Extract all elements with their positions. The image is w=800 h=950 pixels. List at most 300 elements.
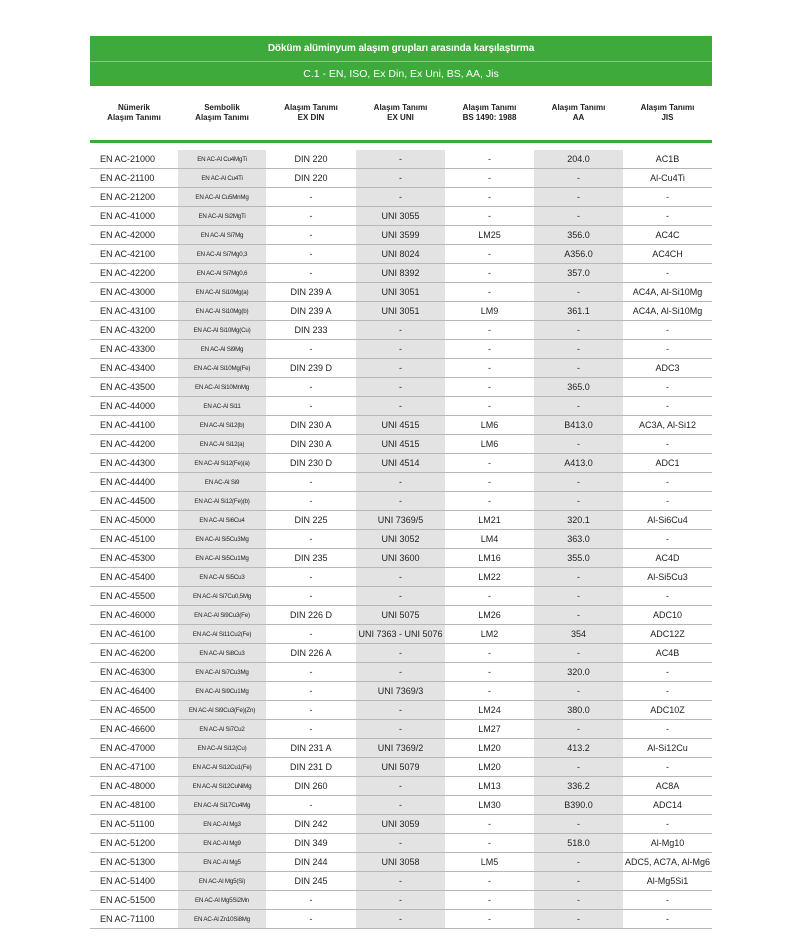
ex-uni-cell: - bbox=[356, 910, 445, 929]
jis-cell: - bbox=[623, 340, 712, 359]
aa-cell: B413.0 bbox=[534, 416, 623, 435]
ex-uni-cell: - bbox=[356, 644, 445, 663]
ex-uni-cell: UNI 3052 bbox=[356, 530, 445, 549]
symbolic-cell: EN AC-Al Si7Mg bbox=[178, 226, 266, 245]
ex-din-cell: - bbox=[266, 720, 356, 739]
jis-cell: - bbox=[623, 682, 712, 701]
ex-uni-cell: - bbox=[356, 872, 445, 891]
bs-cell: LM20 bbox=[445, 739, 534, 758]
aa-cell: 357.0 bbox=[534, 264, 623, 283]
symbolic-cell: EN AC-Al Si10Mg(a) bbox=[178, 283, 266, 302]
symbolic-cell: EN AC-Al Si10Mg(Fe) bbox=[178, 359, 266, 378]
table-row bbox=[90, 264, 712, 283]
bs-cell: - bbox=[445, 283, 534, 302]
ex-din-cell: - bbox=[266, 264, 356, 283]
jis-cell: - bbox=[623, 207, 712, 226]
table-row bbox=[90, 834, 712, 853]
aa-cell: - bbox=[534, 188, 623, 207]
ex-din-cell: DIN 230 A bbox=[266, 416, 356, 435]
header-bs: Alaşım Tanımı BS 1490: 1988 bbox=[462, 103, 517, 122]
ex-din-cell: DIN 226 A bbox=[266, 644, 356, 663]
table-row bbox=[90, 815, 712, 834]
jis-cell: Al-Mg5Si1 bbox=[623, 872, 712, 891]
numeric-cell: EN AC-48100 bbox=[90, 796, 178, 815]
table-row bbox=[90, 397, 712, 416]
bs-cell: - bbox=[445, 188, 534, 207]
jis-cell: ADC14 bbox=[623, 796, 712, 815]
numeric-cell: EN AC-45400 bbox=[90, 568, 178, 587]
ex-din-cell: DIN 244 bbox=[266, 853, 356, 872]
jis-cell: - bbox=[623, 910, 712, 929]
bs-cell: - bbox=[445, 340, 534, 359]
table-subtitle: C.1 - EN, ISO, Ex Din, Ex Uni, BS, AA, Jis bbox=[90, 61, 712, 86]
ex-din-cell: DIN 239 D bbox=[266, 359, 356, 378]
table-row bbox=[90, 549, 712, 568]
table-row bbox=[90, 682, 712, 701]
jis-cell: - bbox=[623, 435, 712, 454]
table-row bbox=[90, 910, 712, 929]
numeric-cell: EN AC-44200 bbox=[90, 435, 178, 454]
ex-din-cell: - bbox=[266, 587, 356, 606]
symbolic-cell: EN AC-Al Si12(Fe)(a) bbox=[178, 454, 266, 473]
aa-cell: 518.0 bbox=[534, 834, 623, 853]
table-row bbox=[90, 169, 712, 188]
numeric-cell: EN AC-46400 bbox=[90, 682, 178, 701]
bs-cell: - bbox=[445, 207, 534, 226]
aa-cell: A356.0 bbox=[534, 245, 623, 264]
numeric-cell: EN AC-46200 bbox=[90, 644, 178, 663]
symbolic-cell: EN AC-Al Si12(Cu) bbox=[178, 739, 266, 758]
bs-cell: - bbox=[445, 815, 534, 834]
aa-cell: A413.0 bbox=[534, 454, 623, 473]
symbolic-cell: EN AC-Al Mg5 bbox=[178, 853, 266, 872]
aa-cell: 365.0 bbox=[534, 378, 623, 397]
ex-uni-cell: UNI 3058 bbox=[356, 853, 445, 872]
bs-cell: LM16 bbox=[445, 549, 534, 568]
ex-uni-cell: UNI 5079 bbox=[356, 758, 445, 777]
aa-cell: B390.0 bbox=[534, 796, 623, 815]
table-row bbox=[90, 378, 712, 397]
numeric-cell: EN AC-46300 bbox=[90, 663, 178, 682]
ex-din-cell: DIN 220 bbox=[266, 150, 356, 169]
aa-cell: - bbox=[534, 435, 623, 454]
numeric-cell: EN AC-21000 bbox=[90, 150, 178, 169]
numeric-cell: EN AC-46000 bbox=[90, 606, 178, 625]
bs-cell: - bbox=[445, 473, 534, 492]
jis-cell: - bbox=[623, 321, 712, 340]
jis-cell: ADC1 bbox=[623, 454, 712, 473]
numeric-cell: EN AC-45100 bbox=[90, 530, 178, 549]
aa-cell: - bbox=[534, 340, 623, 359]
aa-cell: - bbox=[534, 872, 623, 891]
aa-cell: - bbox=[534, 606, 623, 625]
table-row bbox=[90, 416, 712, 435]
ex-din-cell: DIN 225 bbox=[266, 511, 356, 530]
aa-cell: 336.2 bbox=[534, 777, 623, 796]
table-row bbox=[90, 473, 712, 492]
numeric-cell: EN AC-46600 bbox=[90, 720, 178, 739]
bs-cell: - bbox=[445, 454, 534, 473]
jis-cell: AC4C bbox=[623, 226, 712, 245]
jis-cell: Al-Cu4Ti bbox=[623, 169, 712, 188]
table-row bbox=[90, 302, 712, 321]
ex-uni-cell: - bbox=[356, 321, 445, 340]
symbolic-cell: EN AC-Al Si5Cu3 bbox=[178, 568, 266, 587]
bs-cell: LM26 bbox=[445, 606, 534, 625]
aa-cell: - bbox=[534, 169, 623, 188]
jis-cell: ADC10Z bbox=[623, 701, 712, 720]
symbolic-cell: EN AC-Al Si8Cu3 bbox=[178, 644, 266, 663]
numeric-cell: EN AC-44300 bbox=[90, 454, 178, 473]
jis-cell: Al-Si5Cu3 bbox=[623, 568, 712, 587]
numeric-cell: EN AC-48000 bbox=[90, 777, 178, 796]
ex-uni-cell: UNI 7369/3 bbox=[356, 682, 445, 701]
ex-uni-cell: UNI 3051 bbox=[356, 283, 445, 302]
symbolic-cell: EN AC-Al Cu4MgTi bbox=[178, 150, 266, 169]
table-row bbox=[90, 796, 712, 815]
ex-uni-cell: - bbox=[356, 397, 445, 416]
symbolic-cell: EN AC-Al Mg9 bbox=[178, 834, 266, 853]
ex-uni-cell: UNI 4514 bbox=[356, 454, 445, 473]
bs-cell: - bbox=[445, 587, 534, 606]
numeric-cell: EN AC-43300 bbox=[90, 340, 178, 359]
bs-cell: - bbox=[445, 378, 534, 397]
symbolic-cell: EN AC-Al Zn10Si8Mg bbox=[178, 910, 266, 929]
ex-din-cell: DIN 349 bbox=[266, 834, 356, 853]
jis-cell: - bbox=[623, 663, 712, 682]
jis-cell: - bbox=[623, 587, 712, 606]
symbolic-cell: EN AC-Al Si7Cu0,5Mg bbox=[178, 587, 266, 606]
symbolic-cell: EN AC-Al Mg5Si2Mn bbox=[178, 891, 266, 910]
bs-cell: LM13 bbox=[445, 777, 534, 796]
alloy-comparison-table bbox=[90, 86, 712, 929]
ex-din-cell: - bbox=[266, 682, 356, 701]
jis-cell: Al-Mg10 bbox=[623, 834, 712, 853]
ex-din-cell: - bbox=[266, 245, 356, 264]
jis-cell: AC4B bbox=[623, 644, 712, 663]
ex-uni-cell: UNI 3051 bbox=[356, 302, 445, 321]
ex-uni-cell: UNI 3055 bbox=[356, 207, 445, 226]
jis-cell: - bbox=[623, 473, 712, 492]
ex-din-cell: - bbox=[266, 568, 356, 587]
table-row bbox=[90, 435, 712, 454]
ex-uni-cell: - bbox=[356, 777, 445, 796]
aa-cell: - bbox=[534, 207, 623, 226]
bs-cell: - bbox=[445, 245, 534, 264]
bs-cell: - bbox=[445, 150, 534, 169]
symbolic-cell: EN AC-Al Si9Mg bbox=[178, 340, 266, 359]
numeric-cell: EN AC-43200 bbox=[90, 321, 178, 340]
numeric-cell: EN AC-44500 bbox=[90, 492, 178, 511]
table-row bbox=[90, 644, 712, 663]
numeric-cell: EN AC-45500 bbox=[90, 587, 178, 606]
bs-cell: LM21 bbox=[445, 511, 534, 530]
aa-cell: - bbox=[534, 587, 623, 606]
numeric-cell: EN AC-51200 bbox=[90, 834, 178, 853]
numeric-cell: EN AC-44000 bbox=[90, 397, 178, 416]
table-row bbox=[90, 568, 712, 587]
aa-cell: - bbox=[534, 720, 623, 739]
table-row bbox=[90, 492, 712, 511]
jis-cell: - bbox=[623, 397, 712, 416]
symbolic-cell: EN AC-Al Si11 bbox=[178, 397, 266, 416]
symbolic-cell: EN AC-Al Si10Mg(Cu) bbox=[178, 321, 266, 340]
ex-uni-cell: - bbox=[356, 359, 445, 378]
jis-cell: AC4CH bbox=[623, 245, 712, 264]
ex-uni-cell: - bbox=[356, 891, 445, 910]
table-row bbox=[90, 663, 712, 682]
ex-din-cell: DIN 231 D bbox=[266, 758, 356, 777]
bs-cell: - bbox=[445, 492, 534, 511]
table-row bbox=[90, 226, 712, 245]
jis-cell: AC8A bbox=[623, 777, 712, 796]
symbolic-cell: EN AC-Al Si7Mg0,6 bbox=[178, 264, 266, 283]
ex-uni-cell: - bbox=[356, 834, 445, 853]
bs-cell: - bbox=[445, 682, 534, 701]
ex-din-cell: - bbox=[266, 492, 356, 511]
ex-uni-cell: - bbox=[356, 492, 445, 511]
ex-uni-cell: UNI 7369/5 bbox=[356, 511, 445, 530]
numeric-cell: EN AC-45300 bbox=[90, 549, 178, 568]
numeric-cell: EN AC-43500 bbox=[90, 378, 178, 397]
symbolic-cell: EN AC-Al Si6Cu4 bbox=[178, 511, 266, 530]
header-jis: Alaşım Tanımı JIS bbox=[640, 103, 695, 122]
symbolic-cell: EN AC-Al Cu4Ti bbox=[178, 169, 266, 188]
bs-cell: - bbox=[445, 264, 534, 283]
table-row bbox=[90, 777, 712, 796]
bs-cell: - bbox=[445, 644, 534, 663]
ex-din-cell: DIN 220 bbox=[266, 169, 356, 188]
aa-cell: 320.1 bbox=[534, 511, 623, 530]
bs-cell: LM27 bbox=[445, 720, 534, 739]
ex-uni-cell: - bbox=[356, 188, 445, 207]
ex-din-cell: - bbox=[266, 188, 356, 207]
ex-uni-cell: - bbox=[356, 587, 445, 606]
symbolic-cell: EN AC-Al Si7Cu2 bbox=[178, 720, 266, 739]
numeric-cell: EN AC-46500 bbox=[90, 701, 178, 720]
jis-cell: - bbox=[623, 530, 712, 549]
header-numeric: Nümerik Alaşım Tanımı bbox=[107, 103, 161, 122]
bs-cell: LM9 bbox=[445, 302, 534, 321]
jis-cell: - bbox=[623, 378, 712, 397]
jis-cell: ADC3 bbox=[623, 359, 712, 378]
jis-cell: AC1B bbox=[623, 150, 712, 169]
ex-din-cell: - bbox=[266, 378, 356, 397]
ex-din-cell: DIN 230 D bbox=[266, 454, 356, 473]
table-row bbox=[90, 283, 712, 302]
symbolic-cell: EN AC-Al Si9Cu3(Fe)(Zn) bbox=[178, 701, 266, 720]
bs-cell: LM2 bbox=[445, 625, 534, 644]
aa-cell: - bbox=[534, 758, 623, 777]
numeric-cell: EN AC-46100 bbox=[90, 625, 178, 644]
bs-cell: - bbox=[445, 397, 534, 416]
symbolic-cell: EN AC-Al Cu5MnMg bbox=[178, 188, 266, 207]
table-row bbox=[90, 511, 712, 530]
bs-cell: - bbox=[445, 910, 534, 929]
ex-din-cell: - bbox=[266, 530, 356, 549]
ex-uni-cell: UNI 8392 bbox=[356, 264, 445, 283]
table-row bbox=[90, 739, 712, 758]
bs-cell: - bbox=[445, 872, 534, 891]
aa-cell: - bbox=[534, 853, 623, 872]
bs-cell: LM6 bbox=[445, 416, 534, 435]
symbolic-cell: EN AC-Al Si7Cu3Mg bbox=[178, 663, 266, 682]
ex-uni-cell: UNI 3599 bbox=[356, 226, 445, 245]
symbolic-cell: EN AC-Al Si17Cu4Mg bbox=[178, 796, 266, 815]
bs-cell: - bbox=[445, 891, 534, 910]
jis-cell: AC4A, Al-Si10Mg bbox=[623, 302, 712, 321]
aa-cell: 356.0 bbox=[534, 226, 623, 245]
bs-cell: LM22 bbox=[445, 568, 534, 587]
numeric-cell: EN AC-47000 bbox=[90, 739, 178, 758]
numeric-cell: EN AC-47100 bbox=[90, 758, 178, 777]
table-row bbox=[90, 701, 712, 720]
aa-cell: 355.0 bbox=[534, 549, 623, 568]
jis-cell: - bbox=[623, 264, 712, 283]
aa-cell: - bbox=[534, 397, 623, 416]
table-header bbox=[90, 86, 712, 140]
table-row bbox=[90, 340, 712, 359]
ex-uni-cell: - bbox=[356, 663, 445, 682]
symbolic-cell: EN AC-Al Si9 bbox=[178, 473, 266, 492]
comparison-document bbox=[90, 36, 712, 929]
bs-cell: - bbox=[445, 359, 534, 378]
ex-uni-cell: UNI 7363 - UNI 5076 bbox=[356, 625, 445, 644]
numeric-cell: EN AC-43100 bbox=[90, 302, 178, 321]
table-row bbox=[90, 188, 712, 207]
numeric-cell: EN AC-44100 bbox=[90, 416, 178, 435]
jis-cell: - bbox=[623, 720, 712, 739]
jis-cell: AC4D bbox=[623, 549, 712, 568]
numeric-cell: EN AC-42100 bbox=[90, 245, 178, 264]
ex-din-cell: - bbox=[266, 891, 356, 910]
aa-cell: - bbox=[534, 359, 623, 378]
numeric-cell: EN AC-21200 bbox=[90, 188, 178, 207]
ex-din-cell: DIN 245 bbox=[266, 872, 356, 891]
jis-cell: - bbox=[623, 188, 712, 207]
symbolic-cell: EN AC-Al Si12CuNiMg bbox=[178, 777, 266, 796]
ex-uni-cell: UNI 3600 bbox=[356, 549, 445, 568]
jis-cell: Al-Si6Cu4 bbox=[623, 511, 712, 530]
ex-din-cell: - bbox=[266, 226, 356, 245]
table-row bbox=[90, 853, 712, 872]
symbolic-cell: EN AC-Al Si9Cu3(Fe) bbox=[178, 606, 266, 625]
ex-din-cell: - bbox=[266, 663, 356, 682]
aa-cell: 363.0 bbox=[534, 530, 623, 549]
table-row bbox=[90, 872, 712, 891]
ex-uni-cell: - bbox=[356, 150, 445, 169]
bs-cell: LM24 bbox=[445, 701, 534, 720]
aa-cell: 354 bbox=[534, 625, 623, 644]
jis-cell: AC3A, Al-Si12 bbox=[623, 416, 712, 435]
numeric-cell: EN AC-42000 bbox=[90, 226, 178, 245]
symbolic-cell: EN AC-Al Si7Mg0,3 bbox=[178, 245, 266, 264]
aa-cell: 361.1 bbox=[534, 302, 623, 321]
header-aa: Alaşım Tanımı AA bbox=[551, 103, 606, 122]
numeric-cell: EN AC-43400 bbox=[90, 359, 178, 378]
symbolic-cell: EN AC-Al Si12(a) bbox=[178, 435, 266, 454]
table-body bbox=[90, 150, 712, 929]
symbolic-cell: EN AC-Al Mg3 bbox=[178, 815, 266, 834]
symbolic-cell: EN AC-Al Si12(b) bbox=[178, 416, 266, 435]
bs-cell: LM20 bbox=[445, 758, 534, 777]
bs-cell: LM4 bbox=[445, 530, 534, 549]
jis-cell: ADC5, AC7A, Al-Mg6 bbox=[623, 853, 712, 872]
bs-cell: - bbox=[445, 663, 534, 682]
table-row bbox=[90, 150, 712, 169]
table-title: Döküm alüminyum alaşım grupları arasında karşılaştırma bbox=[90, 36, 712, 61]
ex-din-cell: - bbox=[266, 473, 356, 492]
aa-cell: - bbox=[534, 492, 623, 511]
symbolic-cell: EN AC-Al Si12(Fe)(b) bbox=[178, 492, 266, 511]
ex-din-cell: DIN 235 bbox=[266, 549, 356, 568]
symbolic-cell: EN AC-Al Si5Cu3Mg bbox=[178, 530, 266, 549]
aa-cell: - bbox=[534, 910, 623, 929]
bs-cell: LM5 bbox=[445, 853, 534, 872]
table-row bbox=[90, 587, 712, 606]
table-row bbox=[90, 245, 712, 264]
aa-cell: - bbox=[534, 283, 623, 302]
ex-din-cell: DIN 230 A bbox=[266, 435, 356, 454]
aa-cell: - bbox=[534, 815, 623, 834]
bs-cell: LM30 bbox=[445, 796, 534, 815]
ex-uni-cell: - bbox=[356, 340, 445, 359]
ex-uni-cell: - bbox=[356, 169, 445, 188]
ex-uni-cell: - bbox=[356, 720, 445, 739]
numeric-cell: EN AC-44400 bbox=[90, 473, 178, 492]
jis-cell: - bbox=[623, 758, 712, 777]
ex-din-cell: - bbox=[266, 397, 356, 416]
ex-din-cell: - bbox=[266, 910, 356, 929]
numeric-cell: EN AC-51300 bbox=[90, 853, 178, 872]
ex-din-cell: - bbox=[266, 207, 356, 226]
ex-din-cell: DIN 239 A bbox=[266, 302, 356, 321]
aa-cell: - bbox=[534, 321, 623, 340]
symbolic-cell: EN AC-Al Si10MnMg bbox=[178, 378, 266, 397]
bs-cell: - bbox=[445, 169, 534, 188]
jis-cell: - bbox=[623, 891, 712, 910]
aa-cell: 380.0 bbox=[534, 701, 623, 720]
ex-uni-cell: - bbox=[356, 378, 445, 397]
symbolic-cell: EN AC-Al Mg5(Si) bbox=[178, 872, 266, 891]
ex-uni-cell: UNI 3059 bbox=[356, 815, 445, 834]
symbolic-cell: EN AC-Al Si9Cu1Mg bbox=[178, 682, 266, 701]
bs-cell: LM25 bbox=[445, 226, 534, 245]
aa-cell: 320.0 bbox=[534, 663, 623, 682]
numeric-cell: EN AC-43000 bbox=[90, 283, 178, 302]
jis-cell: AC4A, Al-Si10Mg bbox=[623, 283, 712, 302]
bs-cell: - bbox=[445, 321, 534, 340]
ex-din-cell: - bbox=[266, 625, 356, 644]
ex-uni-cell: UNI 5075 bbox=[356, 606, 445, 625]
ex-din-cell: DIN 239 A bbox=[266, 283, 356, 302]
ex-din-cell: DIN 233 bbox=[266, 321, 356, 340]
ex-uni-cell: UNI 7369/2 bbox=[356, 739, 445, 758]
ex-uni-cell: - bbox=[356, 701, 445, 720]
ex-uni-cell: UNI 8024 bbox=[356, 245, 445, 264]
header-symbolic: Sembolik Alaşım Tanımı bbox=[195, 103, 249, 122]
numeric-cell: EN AC-51400 bbox=[90, 872, 178, 891]
ex-din-cell: DIN 260 bbox=[266, 777, 356, 796]
aa-cell: 413.2 bbox=[534, 739, 623, 758]
symbolic-cell: EN AC-Al Si12Cu1(Fe) bbox=[178, 758, 266, 777]
aa-cell: - bbox=[534, 644, 623, 663]
table-row bbox=[90, 606, 712, 625]
aa-cell: 204.0 bbox=[534, 150, 623, 169]
aa-cell: - bbox=[534, 891, 623, 910]
ex-din-cell: DIN 231 A bbox=[266, 739, 356, 758]
table-row bbox=[90, 530, 712, 549]
